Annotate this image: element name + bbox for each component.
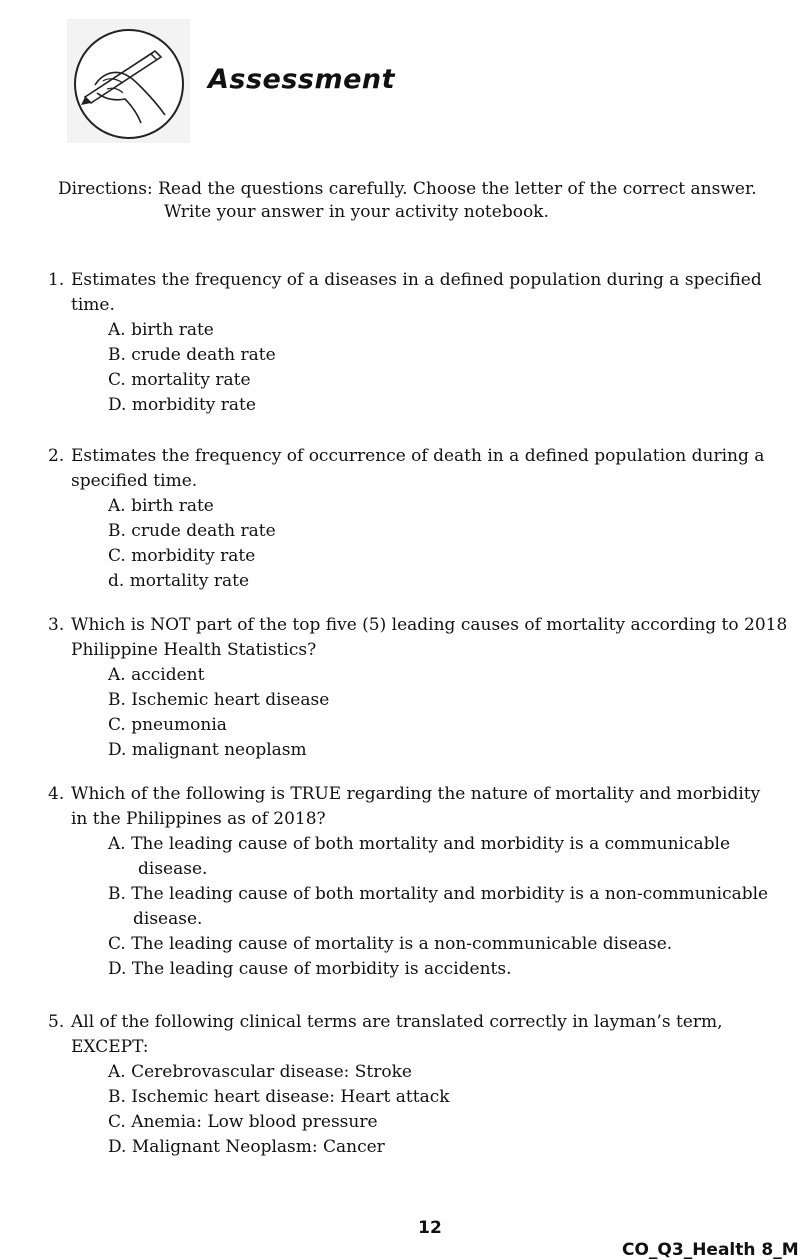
question-2 [48,444,802,594]
option-b: B. crude death rate [108,521,276,541]
question-stem [48,613,802,638]
directions-line-1: Directions: Read the questions carefully. Choose the letter of the correct answer. [58,179,757,199]
question-1 [48,268,802,418]
option-d: D. Malignant Neoplasm: Cancer [108,1137,385,1157]
option-c: C. pneumonia [108,715,227,735]
question-stem-line-1: Which of the following is TRUE regarding the nature of mortality and morbidity [71,784,761,804]
option-a: A. birth rate [108,320,214,340]
question-stem-line-2: Philippine Health Statistics? [71,640,317,660]
question-4 [48,782,802,982]
option-d: D. The leading cause of morbidity is accidents. [108,959,512,979]
option-c: C. morbidity rate [108,546,256,566]
directions [58,178,802,224]
question-stem [48,444,802,469]
option-c: C. mortality rate [108,370,251,390]
option-d: D. morbidity rate [108,395,256,415]
question-5 [48,1010,802,1160]
question-3 [48,613,802,763]
question-stem [48,782,802,807]
question-stem-line-1: Estimates the frequency of occurrence of death in a defined population during a [71,446,765,466]
option-b-continued: disease. [133,909,203,929]
question-number: 4. [48,784,65,804]
option-b: B. The leading cause of both mortality and morbidity is a non-communicable [108,884,769,904]
option-b: B. crude death rate [108,345,276,365]
question-stem-line-2: time. [71,295,115,315]
footer-code: CO_Q3_Health 8_M [622,1240,799,1260]
option-a: A. accident [108,665,205,685]
hand-writing-pencil-icon [67,19,190,143]
option-c: C. The leading cause of mortality is a non-communicable disease. [108,934,673,954]
question-stem-line-1: All of the following clinical terms are translated correctly in layman’s term, [71,1012,723,1032]
question-number: 5. [48,1012,65,1032]
question-stem-line-2: specified time. [71,471,198,491]
question-number: 1. [48,270,65,290]
question-stem [48,1010,802,1035]
option-c: C. Anemia: Low blood pressure [108,1112,378,1132]
question-stem [48,268,802,293]
option-d: D. malignant neoplasm [108,740,307,760]
option-a-continued: disease. [138,859,208,879]
directions-line-2: Write your answer in your activity notebook. [164,202,549,222]
question-stem-line-1: Estimates the frequency of a diseases in a defined population during a specified [71,270,762,290]
question-stem-line-2: EXCEPT: [71,1037,149,1057]
option-b: B. Ischemic heart disease: Heart attack [108,1087,450,1107]
option-d: d. mortality rate [108,571,250,591]
question-number: 2. [48,446,65,466]
option-a: A. The leading cause of both mortality and morbidity is a communicable [108,834,731,854]
assessment-icon [67,19,190,143]
option-a: A. birth rate [108,496,214,516]
question-stem-line-1: Which is NOT part of the top five (5) leading causes of mortality according to 2018 [71,615,788,635]
question-stem-line-2: in the Philippines as of 2018? [71,809,326,829]
page-number: 12 [418,1218,442,1238]
option-b: B. Ischemic heart disease [108,690,330,710]
question-number: 3. [48,615,65,635]
option-a: A. Cerebrovascular disease: Stroke [108,1062,412,1082]
page-title: Assessment [208,64,396,95]
